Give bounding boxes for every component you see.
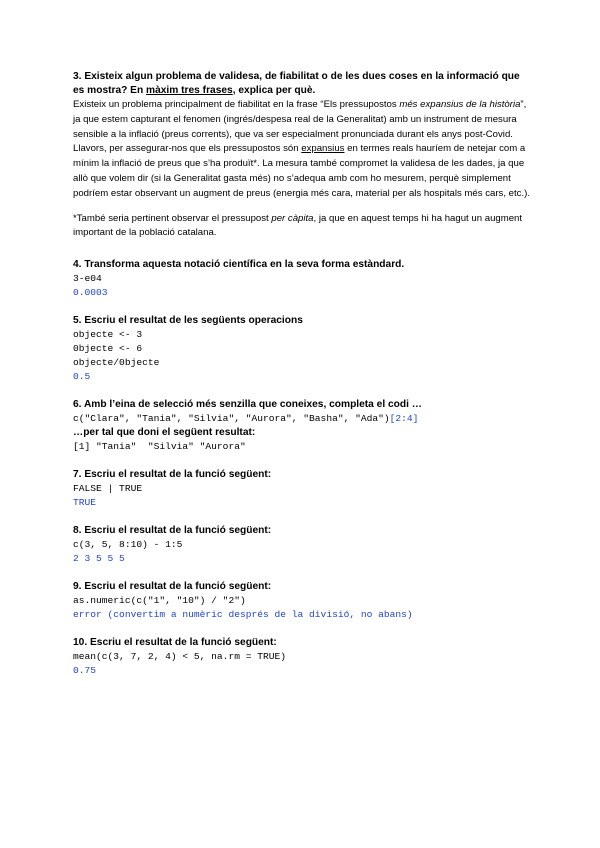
question-3-footnote	[73, 212, 533, 242]
question-3-title-end: , explica per què.	[232, 85, 316, 96]
question-9	[73, 580, 533, 622]
question-7-title: 7. Escriu el resultat de la funció següent:	[73, 469, 272, 481]
question-5-code-line: objecte/0bjecte	[73, 357, 160, 369]
question-10-code: mean(c(3, 7, 2, 4) < 5, na.rm = TRUE)	[73, 651, 287, 663]
question-6-subtitle: …per tal que doni el següent resultat:	[73, 427, 256, 439]
question-8-answer: 2 3 5 5 5	[73, 553, 125, 565]
question-3-title-text: 3. Existeix algun problema de validesa, de fiabilitat o de les dues coses en la informació que es mostra? En	[73, 71, 520, 96]
question-5-answer: 0.5	[73, 371, 91, 383]
paragraph-italic: més expansius de la història	[399, 99, 521, 110]
question-7-answer: TRUE	[73, 497, 97, 509]
question-4-answer: 0.0003	[73, 287, 108, 299]
question-3-title	[73, 70, 533, 98]
question-3-answer-paragraph	[73, 98, 533, 202]
question-6-code	[73, 412, 533, 426]
question-9-code: as.numeric(c("1", "10") / "2")	[73, 595, 246, 607]
question-10-answer: 0.75	[73, 665, 97, 677]
question-10-title: 10. Escriu el resultat de la funció següent:	[73, 637, 277, 649]
question-10	[73, 636, 533, 678]
question-9-title: 9. Escriu el resultat de la funció següent:	[73, 581, 272, 593]
question-7-code: FALSE | TRUE	[73, 483, 143, 495]
question-3-title-underlined: màxim tres frases	[146, 85, 233, 96]
paragraph-text: Existeix un problema principalment de fiabilitat en la frase “Els pressupostos	[73, 99, 400, 110]
paragraph-text: en termes reals hauríem de netejar com a mínim la inflació de preus que s’ha produït*. La mesura també compromet la validesa de les dades, ja que allò que volem dir (si la Generalitat gasta més) no s’adequa amb com ho mesurem, perquè simplement podríem estar observant un augment de preus (energia més cara, material per als hospitals més cars, etc.).	[73, 143, 530, 199]
paragraph-text: ”, ja que estem capturant el fenomen (ingrés/despesa real de la Generalitat) amb un instrument de mesura sensible a la inflació (preus corrents), que va ser especialment pronunciada durant els anys post-Covid. Llavors, per assegurar-nos que els pressupostos són	[73, 99, 527, 155]
question-5-title: 5. Escriu el resultat de les següents operacions	[73, 315, 303, 327]
question-3	[73, 70, 533, 241]
question-6-result: [1] "Tania" "Silvia" "Aurora"	[73, 441, 246, 453]
question-8-title: 8. Escriu el resultat de la funció següent:	[73, 525, 272, 537]
question-4-title: 4. Transforma aquesta notació científica en la seva forma estàndard.	[73, 259, 405, 271]
footnote-italic: per càpita	[271, 212, 314, 224]
question-5-code-line: 0bjecte <- 6	[73, 343, 143, 355]
question-6-title: 6. Amb l’eina de selecció més senzilla que coneixes, completa el codi …	[73, 399, 422, 411]
question-8-code: c(3, 5, 8:10) - 1:5	[73, 539, 183, 551]
question-4	[73, 258, 533, 300]
question-8	[73, 524, 533, 566]
question-5	[73, 314, 533, 384]
question-5-code-line: objecte <- 3	[73, 329, 143, 341]
question-6-code-text: c("Clara", "Tania", "Silvia", "Aurora", "Basha", "Ada")	[73, 413, 390, 425]
question-6	[73, 398, 533, 454]
paragraph-underlined: expansius	[301, 143, 345, 155]
question-7	[73, 468, 533, 510]
document-content	[73, 70, 533, 692]
footnote-text: , ja que en aquest temps hi ha hagut un augment important de la població catalana.	[73, 212, 523, 239]
question-9-answer: error (convertim a numèric després de la divisió, no abans)	[73, 609, 413, 621]
footnote-text: *També seria pertinent observar el pressupost	[73, 212, 272, 224]
question-4-code: 3-e04	[73, 273, 102, 285]
question-6-answer: [2:4]	[389, 413, 419, 425]
